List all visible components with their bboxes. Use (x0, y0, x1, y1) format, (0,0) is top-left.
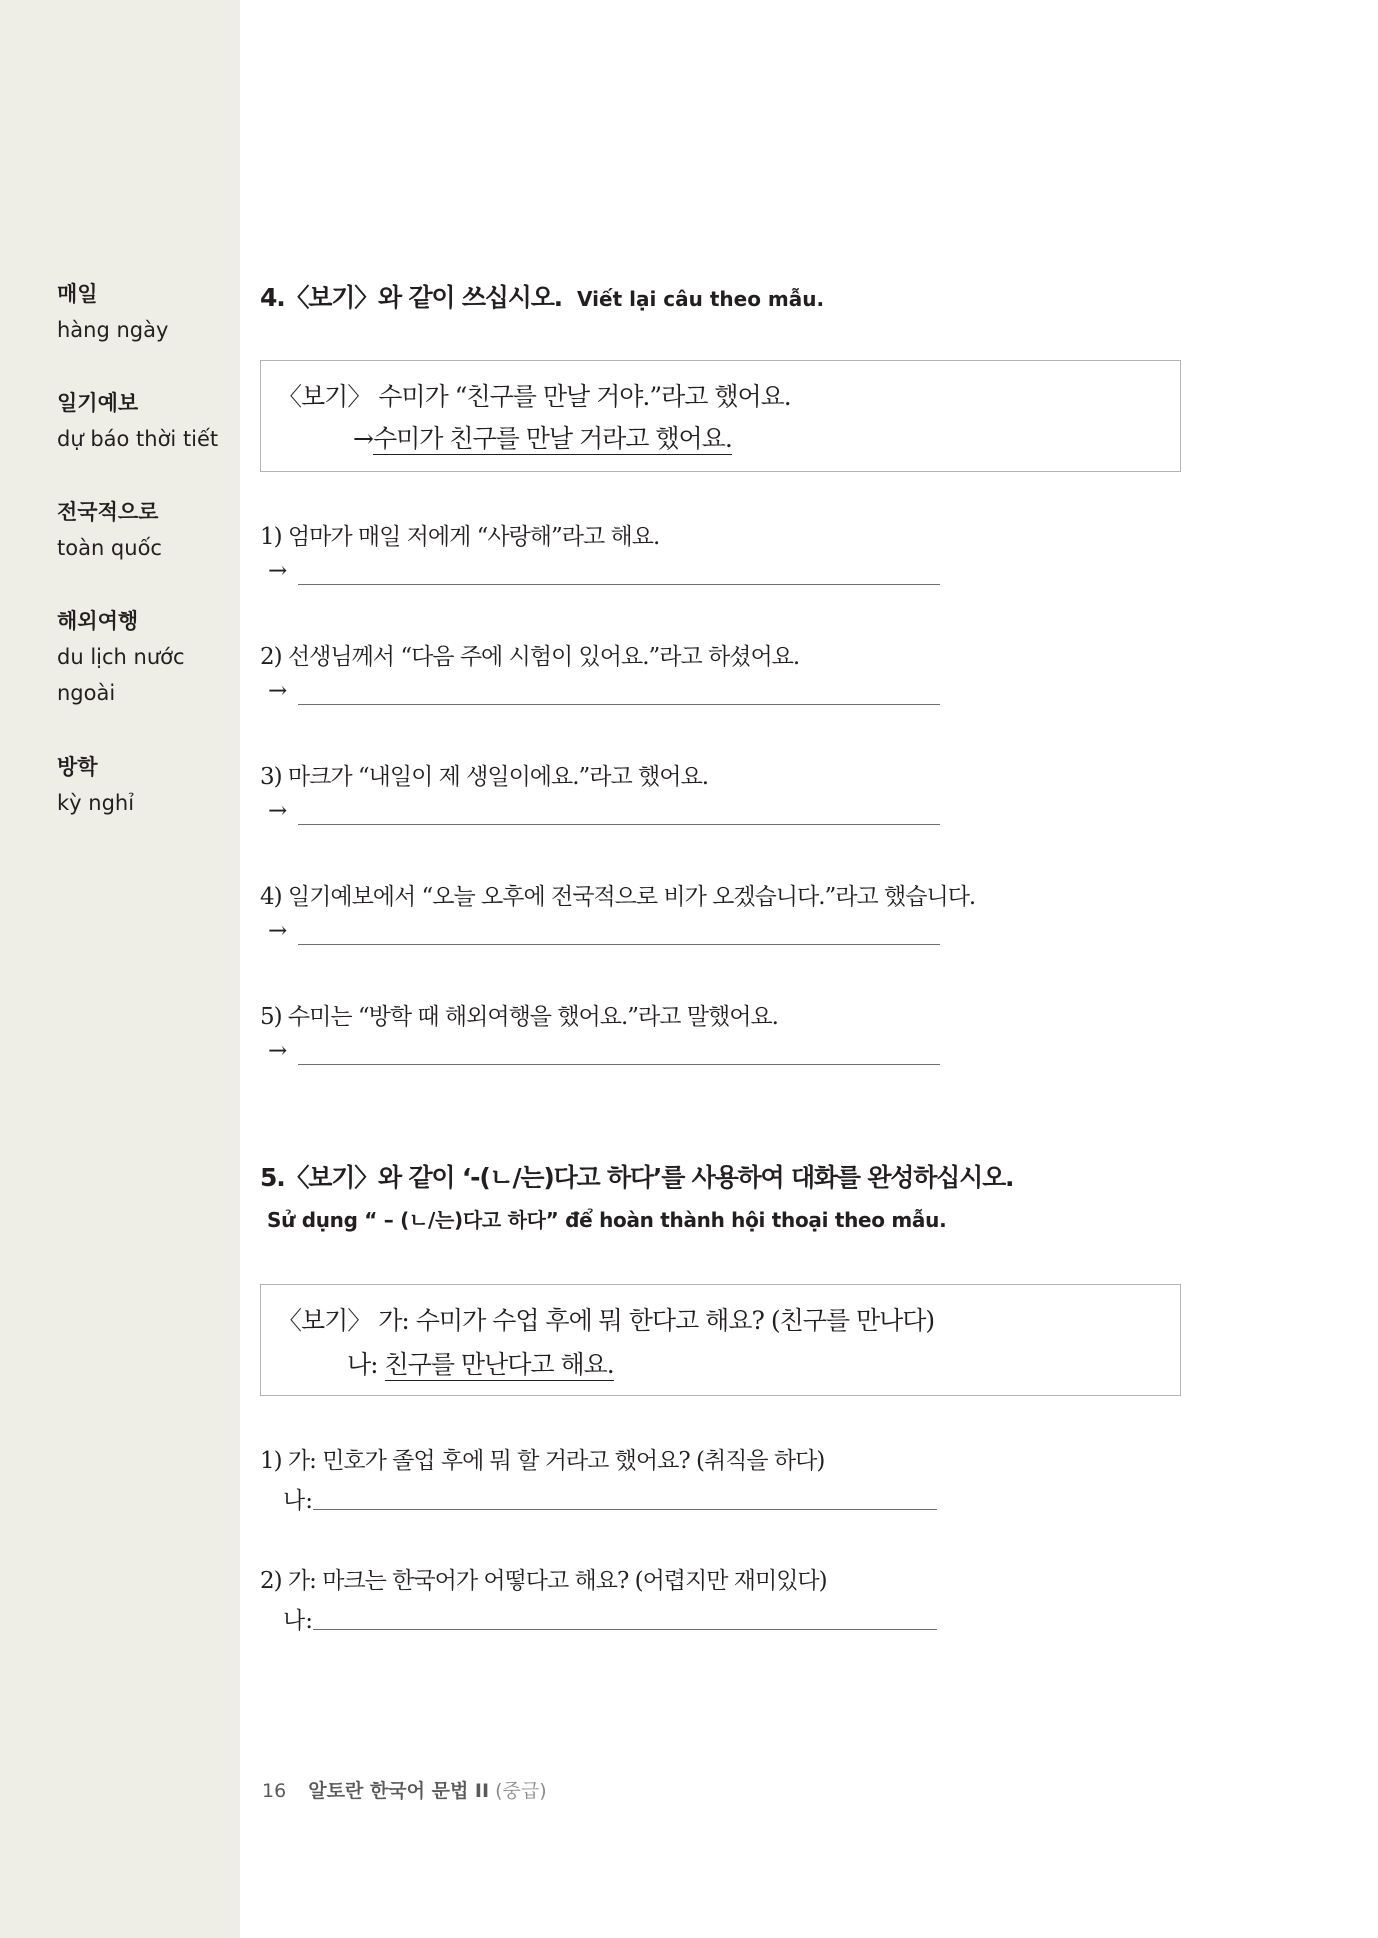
vocab-item (57, 749, 227, 821)
book-title: 알토란 한국어 문법 II (308, 1780, 490, 1802)
question-item: 1) 가: 민호가 졸업 후에 뭐 할 거라고 했어요? (취직을 하다) (260, 1448, 825, 1474)
section5-example-box (260, 1284, 1181, 1396)
answer-line[interactable] (298, 704, 940, 705)
page-footer (262, 1776, 547, 1803)
section4-heading (260, 278, 824, 314)
example-label: 〈보기〉 (277, 1306, 372, 1335)
vocab-item (57, 494, 227, 566)
section4-heading-korean: 4.〈보기〉와 같이 쓰십시오. (260, 283, 562, 312)
answer-line[interactable] (313, 1629, 937, 1630)
example-answer-prefix: 나: (347, 1350, 378, 1379)
arrow-icon: → (268, 1038, 288, 1064)
example-label: 〈보기〉 (277, 382, 372, 411)
vocab-vietnamese: toàn quốc (57, 536, 162, 560)
vocab-item (57, 385, 227, 457)
question-item: 1) 엄마가 매일 저에게 “사랑해”라고 해요. (260, 524, 660, 550)
arrow-icon: → (353, 424, 373, 453)
question-item: 2) 선생님께서 “다음 주에 시험이 있어요.”라고 하셨어요. (260, 644, 800, 670)
page-number: 16 (262, 1780, 287, 1802)
section4-heading-vietnamese: Viết lại câu theo mẫu. (577, 287, 825, 311)
example-question: 수미가 “친구를 만날 거야.”라고 했어요. (378, 382, 791, 411)
example-answer: 친구를 만난다고 해요. (384, 1350, 614, 1379)
section4-example-box (260, 360, 1181, 472)
answer-line[interactable] (313, 1509, 937, 1510)
vocab-korean: 매일 (57, 282, 98, 306)
section5-heading-vietnamese: Sử dụng “ – (ㄴ/는)다고 하다” để hoàn thành hội thoại theo mẫu. (267, 1208, 947, 1232)
arrow-icon: → (268, 678, 288, 704)
section5-heading (260, 1158, 1013, 1194)
answer-line[interactable] (298, 944, 940, 945)
question-item: 4) 일기예보에서 “오늘 오후에 전국적으로 비가 오겠습니다.”라고 했습니다. (260, 884, 976, 910)
question-item: 5) 수미는 “방학 때 해외여행을 했어요.”라고 말했어요. (260, 1004, 778, 1030)
question-item: 2) 가: 마크는 한국어가 어떻다고 해요? (어렵지만 재미있다) (260, 1568, 827, 1594)
arrow-icon: → (268, 798, 288, 824)
question-item: 3) 마크가 “내일이 제 생일이에요.”라고 했어요. (260, 764, 709, 790)
answer-prefix: 나: (283, 1608, 313, 1634)
answer-line[interactable] (298, 1064, 940, 1065)
vocab-korean: 방학 (57, 755, 98, 779)
vocab-vietnamese: kỳ nghỉ (57, 791, 135, 815)
answer-line[interactable] (298, 584, 940, 585)
vocab-item (57, 603, 227, 711)
vocab-korean: 해외여행 (57, 609, 139, 633)
answer-line[interactable] (298, 824, 940, 825)
vocab-item (57, 276, 227, 348)
vocab-vietnamese: du lịch nước ngoài (57, 645, 185, 705)
vocab-korean: 일기예보 (57, 391, 139, 415)
vocab-vietnamese: hàng ngày (57, 318, 169, 342)
book-level: (중급) (495, 1780, 547, 1802)
arrow-icon: → (268, 918, 288, 944)
example-question: 가: 수미가 수업 후에 뭐 한다고 해요? (친구를 만나다) (378, 1306, 935, 1335)
example-answer: 수미가 친구를 만날 거라고 했어요. (372, 424, 732, 453)
vocabulary-sidebar (0, 0, 240, 1938)
answer-prefix: 나: (283, 1488, 313, 1514)
vocab-vietnamese: dự báo thời tiết (57, 427, 219, 451)
arrow-icon: → (268, 558, 288, 584)
section5-heading-korean: 5.〈보기〉와 같이 ‘-(ㄴ/는)다고 하다’를 사용하여 대화를 완성하십시오. (260, 1163, 1014, 1192)
vocab-korean: 전국적으로 (57, 500, 159, 524)
